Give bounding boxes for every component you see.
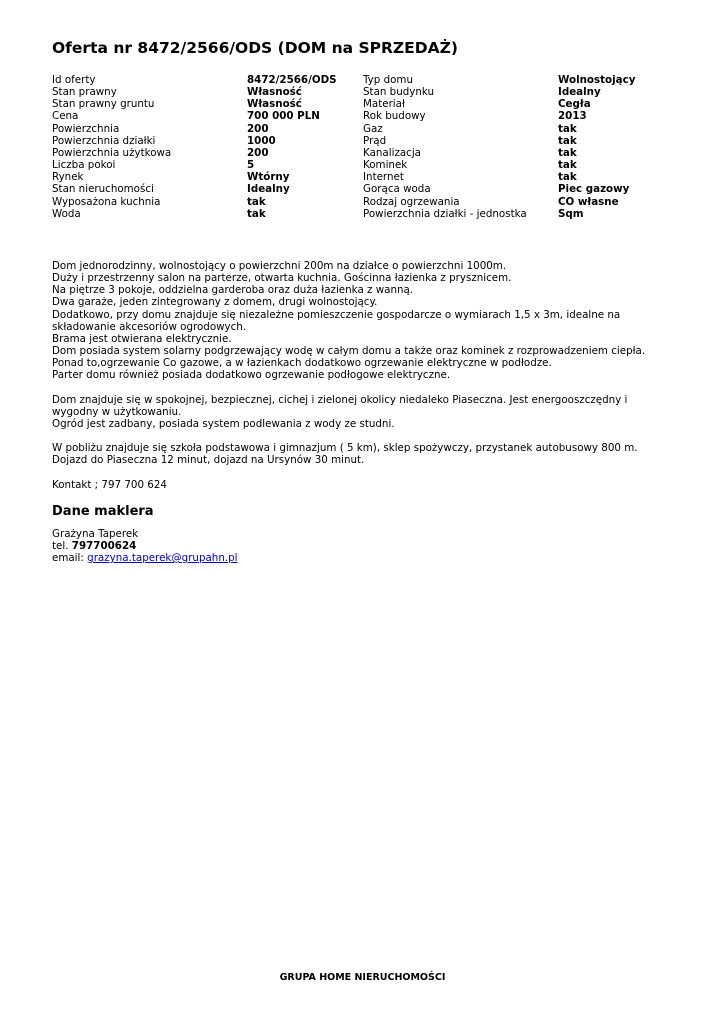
detail-label: Powierzchnia <box>52 122 120 135</box>
property-details-table <box>52 74 672 220</box>
detail-value: Własność <box>247 98 302 111</box>
detail-label: Liczba pokoi <box>52 159 116 172</box>
detail-value: tak <box>247 195 266 208</box>
detail-label: Kanalizacja <box>363 146 421 159</box>
detail-label: Powierzchnia działki <box>52 134 156 147</box>
detail-value: Piec gazowy <box>558 183 630 196</box>
description-line: Na piętrze 3 pokoje, oddzielna garderoba oraz duża łazienka z wanną. <box>52 284 414 297</box>
detail-value: Wtórny <box>247 171 290 184</box>
detail-label: Stan prawny <box>52 86 117 99</box>
description-line: W pobliżu znajduje się szkoła podstawowa i gimnazjum ( 5 km), sklep spożywczy, przystanek autobusowy 800 m. <box>52 442 638 455</box>
description-line: Dom znajduje się w spokojnej, bezpiecznej, cichej i zielonej okolicy niedaleko Piaseczna. Jest energooszczędny i wygodny w użytkowaniu. <box>52 393 628 418</box>
description-line <box>52 467 672 479</box>
description-line: Dojazd do Piaseczna 12 minut, dojazd na Ursynów 30 minut. <box>52 454 365 467</box>
detail-value: Idealny <box>558 86 601 99</box>
detail-label: Stan nieruchomości <box>52 183 154 196</box>
detail-value: tak <box>558 171 577 184</box>
description-line: Dodatkowo, przy domu znajduje się niezależne pomieszczenie gospodarcze o wymiarach 1,5 x 3m, idealne na składowanie akcesoriów ogrodowych. <box>52 308 621 333</box>
agent-phone-row <box>52 540 672 552</box>
detail-value: 1000 <box>247 134 276 147</box>
detail-value: CO własne <box>558 195 619 208</box>
description-line: Kontakt ; 797 700 624 <box>52 478 167 491</box>
detail-label: Kominek <box>363 159 408 172</box>
offer-page <box>52 38 672 564</box>
detail-value: tak <box>558 134 577 147</box>
detail-label: Gaz <box>363 122 383 135</box>
detail-label: Rodzaj ogrzewania <box>363 195 460 208</box>
description-line: Ponad to,ogrzewanie Co gazowe, a w łazienkach dodatkowo ogrzewanie elektryczne w podłodze. <box>52 357 552 370</box>
detail-label: Typ domu <box>363 74 413 86</box>
agent-info <box>52 528 672 564</box>
detail-value: Własność <box>247 86 302 99</box>
description-line: Duży i przestrzenny salon na parterze, otwarta kuchnia. Gościnna łazienka z prysznicem. <box>52 272 512 285</box>
detail-label: Materiał <box>363 98 405 111</box>
description-line <box>52 430 672 442</box>
description-line: Parter domu również posiada dodatkowo ogrzewanie podłogowe elektryczne. <box>52 369 451 382</box>
detail-value: tak <box>558 159 577 172</box>
detail-label: Stan prawny gruntu <box>52 98 155 111</box>
agent-email-label: email: <box>52 552 84 565</box>
detail-value: Sqm <box>558 207 584 220</box>
agent-heading: Dane maklera <box>52 503 154 519</box>
agent-email-row <box>52 552 672 564</box>
detail-value: Wolnostojący <box>558 74 636 86</box>
detail-label: Rok budowy <box>363 110 426 123</box>
detail-value: 200 <box>247 146 269 159</box>
property-description <box>52 260 672 491</box>
agent-phone: 797700624 <box>71 539 137 552</box>
detail-label: Wyposażona kuchnia <box>52 195 161 208</box>
description-line: Brama jest otwierana elektrycznie. <box>52 332 232 345</box>
description-line: Dom posiada system solarny podgrzewający wodę w całym domu a także oraz kominek z rozprowadzeniem ciepła. <box>52 344 646 357</box>
agent-email-link[interactable]: grazyna.taperek@grupahn.pl <box>87 552 238 565</box>
detail-label: Stan budynku <box>363 86 435 99</box>
description-line <box>52 381 672 393</box>
description-line: Ogród jest zadbany, posiada system podlewania z wody ze studni. <box>52 417 395 430</box>
detail-label: Powierzchnia działki - jednostka <box>363 207 527 220</box>
agent-name: Grażyna Taperek <box>52 527 139 540</box>
detail-label: Cena <box>52 110 79 123</box>
detail-value: tak <box>558 122 577 135</box>
detail-label: Prąd <box>363 134 387 147</box>
description-line: Dwa garaże, jeden zintegrowany z domem, drugi wolnostojący. <box>52 296 378 309</box>
detail-value: Idealny <box>247 183 290 196</box>
detail-value: 5 <box>247 159 255 172</box>
detail-value: tak <box>247 207 266 220</box>
footer-company-name: GRUPA HOME NIERUCHOMOŚCI <box>279 972 446 983</box>
detail-label: Powierzchnia użytkowa <box>52 146 172 159</box>
detail-label: Internet <box>363 171 404 184</box>
detail-value: 700 000 PLN <box>247 110 320 123</box>
detail-label: Id oferty <box>52 74 96 86</box>
detail-value: Cegła <box>558 98 591 111</box>
detail-value: 8472/2566/ODS <box>247 74 337 86</box>
detail-value: 2013 <box>558 110 587 123</box>
agent-phone-label: tel. <box>52 539 69 552</box>
detail-value: tak <box>558 146 577 159</box>
detail-label: Woda <box>52 207 81 220</box>
detail-value: 200 <box>247 122 269 135</box>
detail-label: Gorąca woda <box>363 183 431 196</box>
page-title: Oferta nr 8472/2566/ODS (DOM na SPRZEDAŻ) <box>52 39 458 57</box>
detail-label: Rynek <box>52 171 84 184</box>
description-line: Dom jednorodzinny, wolnostojący o powierzchni 200m na działce o powierzchni 1000m. <box>52 259 507 272</box>
